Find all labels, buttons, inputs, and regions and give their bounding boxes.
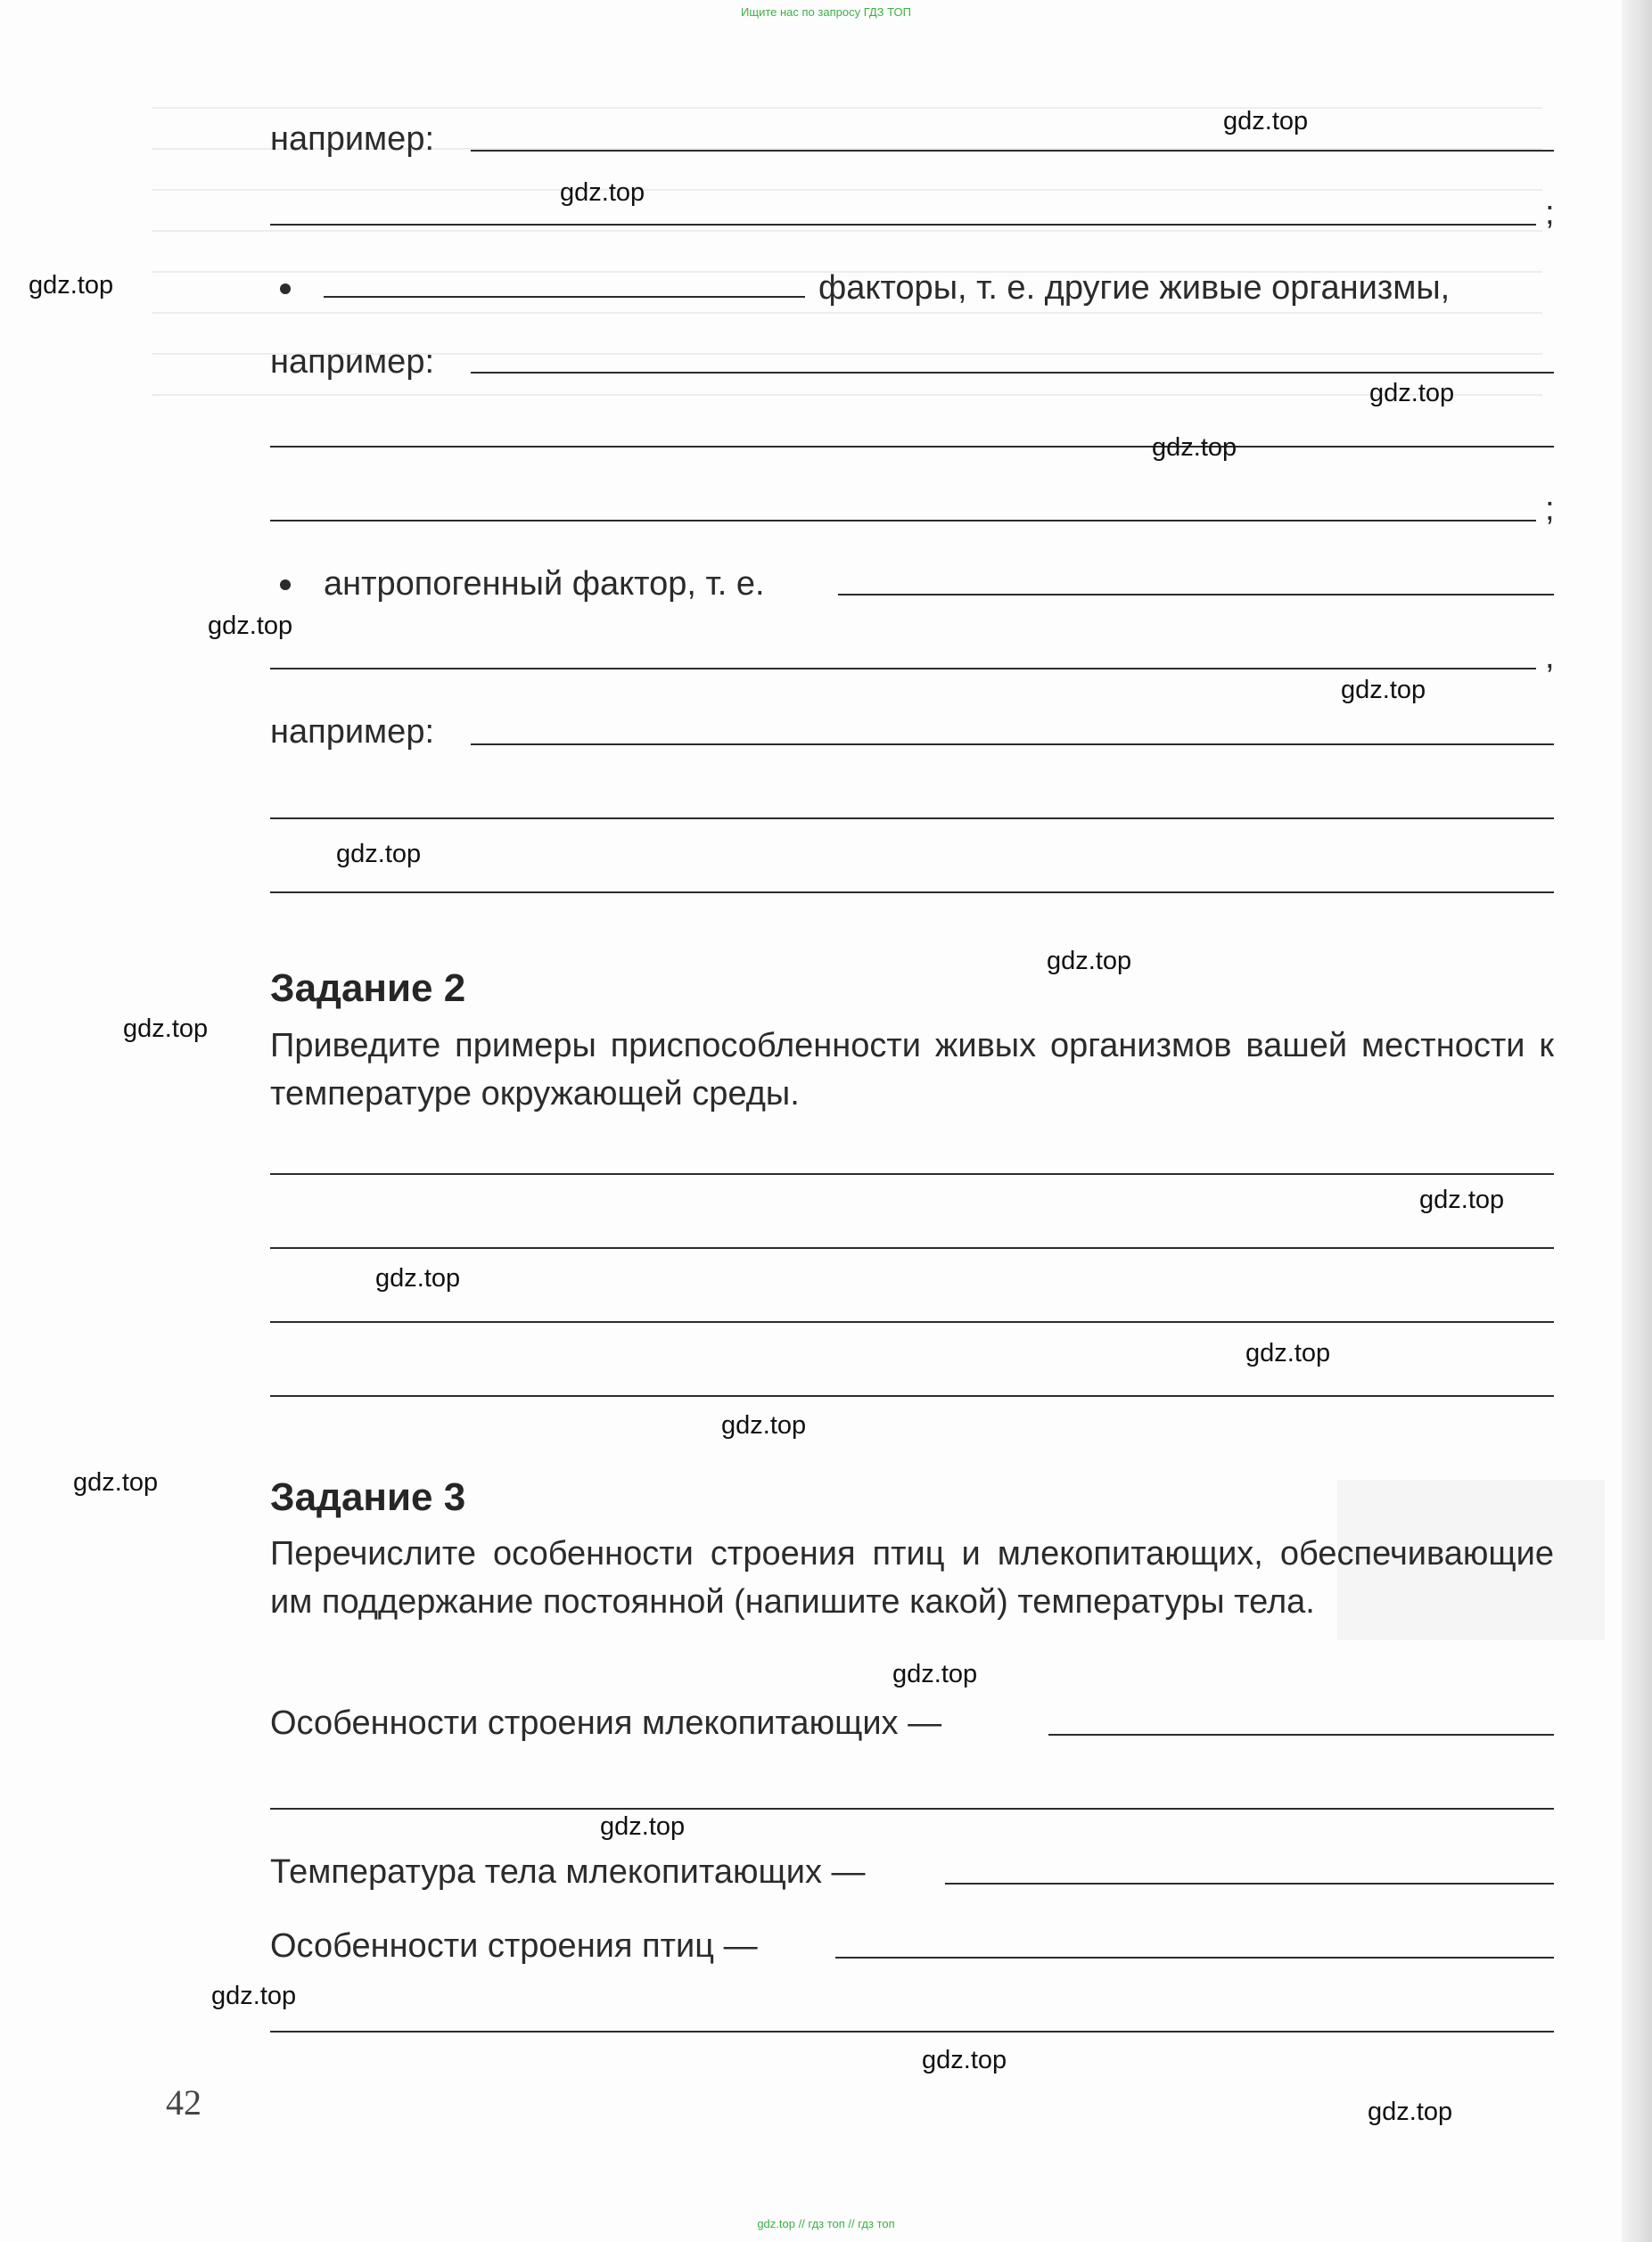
answer-line[interactable] <box>471 150 1554 152</box>
watermark: gdz.top <box>1341 676 1426 704</box>
answer-line[interactable] <box>270 446 1554 448</box>
semicolon: ; <box>1545 194 1555 232</box>
watermark: gdz.top <box>892 1660 978 1688</box>
watermark: gdz.top <box>208 612 293 640</box>
answer-line[interactable] <box>270 891 1554 893</box>
watermark: gdz.top <box>1419 1186 1505 1214</box>
answer-line[interactable] <box>270 1321 1554 1323</box>
watermark: gdz.top <box>73 1468 159 1497</box>
watermark: gdz.top <box>1369 379 1455 407</box>
task-3-title: Задание 3 <box>270 1475 466 1519</box>
answer-line[interactable] <box>1048 1734 1554 1736</box>
top-banner: Ищите нас по запросу ГДЗ ТОП <box>741 5 911 19</box>
example-label-3: например: <box>270 713 435 751</box>
watermark: gdz.top <box>336 840 422 868</box>
watermark: gdz.top <box>1245 1339 1331 1367</box>
answer-line[interactable] <box>324 296 805 298</box>
watermark: gdz.top <box>211 1982 297 2010</box>
anthropogenic-factor-label: антропогенный фактор, т. е. <box>324 565 765 603</box>
answer-line[interactable] <box>270 668 1536 669</box>
watermark: gdz.top <box>721 1411 807 1440</box>
watermark: gdz.top <box>600 1812 686 1841</box>
page-number: 42 <box>166 2082 201 2123</box>
watermark: gdz.top <box>123 1014 209 1043</box>
watermark: gdz.top <box>560 178 645 207</box>
answer-line[interactable] <box>270 1173 1554 1175</box>
biotic-factor-label: факторы, т. е. другие живые организмы, <box>818 269 1451 307</box>
bottom-banner: gdz.top // гдз топ // гдз топ <box>757 2217 895 2230</box>
mammal-temperature-label: Температура тела млекопитающих — <box>270 1853 866 1891</box>
task-3-text: Перечислите особенности строения птиц и млекопитающих, обеспечивающие им поддержание постоянной (напишите какой) температуры тела. <box>270 1535 1554 1621</box>
answer-line[interactable] <box>270 1808 1554 1810</box>
answer-line[interactable] <box>945 1883 1554 1885</box>
watermark: gdz.top <box>375 1264 461 1293</box>
bird-features-label: Особенности строения птиц — <box>270 1927 758 1965</box>
answer-line[interactable] <box>838 594 1554 595</box>
example-label-2: например: <box>270 343 435 381</box>
answer-line[interactable] <box>835 1957 1554 1959</box>
example-label-1: например: <box>270 120 435 158</box>
task-2-title: Задание 2 <box>270 966 466 1010</box>
bullet <box>280 283 291 294</box>
mammal-features-label: Особенности строения млекопитающих — <box>270 1704 942 1742</box>
watermark: gdz.top <box>29 271 114 300</box>
answer-line[interactable] <box>471 743 1554 745</box>
answer-line[interactable] <box>270 1395 1554 1397</box>
answer-line[interactable] <box>270 817 1554 819</box>
answer-line[interactable] <box>471 372 1554 374</box>
answer-line[interactable] <box>270 2031 1554 2033</box>
page-edge-shadow <box>1622 0 1652 2242</box>
watermark: gdz.top <box>1047 947 1132 975</box>
bullet <box>280 579 291 590</box>
watermark: gdz.top <box>1152 433 1237 462</box>
comma: , <box>1545 638 1555 676</box>
watermark: gdz.top <box>922 2046 1007 2074</box>
answer-line[interactable] <box>270 224 1536 226</box>
watermark: gdz.top <box>1223 107 1309 136</box>
answer-line[interactable] <box>270 520 1536 521</box>
semicolon: ; <box>1545 490 1555 528</box>
answer-line[interactable] <box>270 1247 1554 1249</box>
task-2-text: Приведите примеры приспособленности живых организмов вашей местности к температуре окружающей среды. <box>270 1027 1554 1113</box>
watermark: gdz.top <box>1368 2098 1453 2126</box>
